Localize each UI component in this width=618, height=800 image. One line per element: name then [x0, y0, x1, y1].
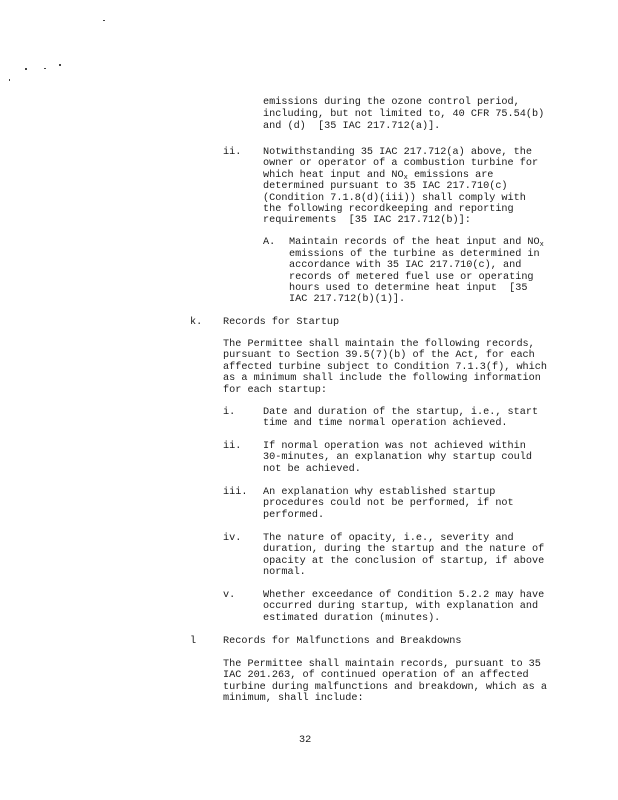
- item-marker: i.: [223, 407, 236, 418]
- text-line: If normal operation was not achieved within: [263, 441, 526, 452]
- section-marker: k.: [190, 317, 203, 328]
- section-marker: l: [190, 636, 197, 647]
- text-line: Whether exceedance of Condition 5.2.2 may have: [263, 590, 545, 601]
- nox-subscript: x: [403, 174, 408, 182]
- item-marker: ii.: [223, 147, 242, 158]
- text-line: The Permittee shall maintain records, pursuant to 35: [223, 659, 541, 670]
- text-line: for each startup:: [223, 385, 327, 396]
- text-line: requirements [35 IAC 217.712(b)]:: [263, 215, 471, 226]
- text-line: 30-minutes, an explanation why startup could: [263, 452, 532, 463]
- item-marker: v.: [223, 590, 236, 601]
- text-line: affected turbine subject to Condition 7.1.3(f), which: [223, 362, 548, 373]
- text-line: The Permittee shall maintain the following records,: [223, 339, 535, 350]
- text-line: opacity at the conclusion of startup, if above: [263, 556, 545, 567]
- nox-subscript: x: [539, 241, 544, 249]
- item-marker: A.: [263, 237, 276, 248]
- text-line: An explanation why established startup: [263, 487, 496, 498]
- text-line: duration, during the startup and the nature of: [263, 544, 545, 555]
- text-line: occurred during startup, with explanation and: [263, 601, 539, 612]
- text-line: pursuant to Section 39.5(7)(b) of the Act, for each: [223, 350, 535, 361]
- text-line: the following recordkeeping and reporting: [263, 204, 514, 215]
- text-line: and (d) [35 IAC 217.712(a)].: [263, 121, 441, 132]
- text-line: Date and duration of the startup, i.e., start: [263, 407, 539, 418]
- section-heading: Records for Startup: [223, 317, 340, 328]
- text-line: normal.: [263, 567, 306, 578]
- text-line: determined pursuant to 35 IAC 217.710(c): [263, 181, 508, 192]
- text-line: turbine during malfunctions and breakdown, which as a: [223, 682, 548, 693]
- text-line: performed.: [263, 510, 325, 521]
- text-line: not be achieved.: [263, 464, 361, 475]
- scan-speck: [25, 68, 27, 70]
- text-line-nox: [289, 237, 544, 248]
- item-marker: ii.: [223, 441, 242, 452]
- scan-speck: [59, 64, 61, 66]
- scan-speck: [103, 20, 105, 21]
- text-line: minimum, shall include:: [223, 693, 364, 704]
- text-line: The nature of opacity, i.e., severity and: [263, 533, 514, 544]
- text-line: estimated duration (minutes).: [263, 613, 441, 624]
- text-line: accordance with 35 IAC 217.710(c), and: [289, 260, 522, 271]
- text-line: emissions of the turbine as determined in: [289, 249, 540, 260]
- section-heading: Records for Malfunctions and Breakdowns: [223, 636, 462, 647]
- text-line: IAC 201.263, of continued operation of an affected: [223, 670, 529, 681]
- text-line: including, but not limited to, 40 CFR 75.54(b): [263, 109, 545, 120]
- text-line: hours used to determine heat input [35: [289, 283, 528, 294]
- page-number: 32: [299, 735, 312, 746]
- text-fragment: emissions are: [407, 170, 494, 181]
- text-line: owner or operator of a combustion turbine for: [263, 158, 539, 169]
- item-marker: iv.: [223, 533, 242, 544]
- text-line: IAC 217.712(b)(1)].: [289, 294, 406, 305]
- text-line: records of metered fuel use or operating: [289, 272, 534, 283]
- text-line-nox: [263, 170, 493, 181]
- scan-speck: [44, 68, 46, 69]
- text-line: Notwithstanding 35 IAC 217.712(a) above, the: [263, 147, 532, 158]
- text-line: procedures could not be performed, if not: [263, 498, 514, 509]
- text-line: time and time normal operation achieved.: [263, 418, 508, 429]
- text-line: (Condition 7.1.8(d)(iii)) shall comply with: [263, 193, 526, 204]
- text-line: emissions during the ozone control period,: [263, 97, 520, 108]
- item-marker: iii.: [223, 487, 248, 498]
- text-fragment: Maintain records of the heat input and NO: [289, 237, 540, 248]
- text-fragment: which heat input and NO: [263, 170, 404, 181]
- scan-speck: [9, 79, 10, 81]
- text-line: as a minimum shall include the following information: [223, 373, 541, 384]
